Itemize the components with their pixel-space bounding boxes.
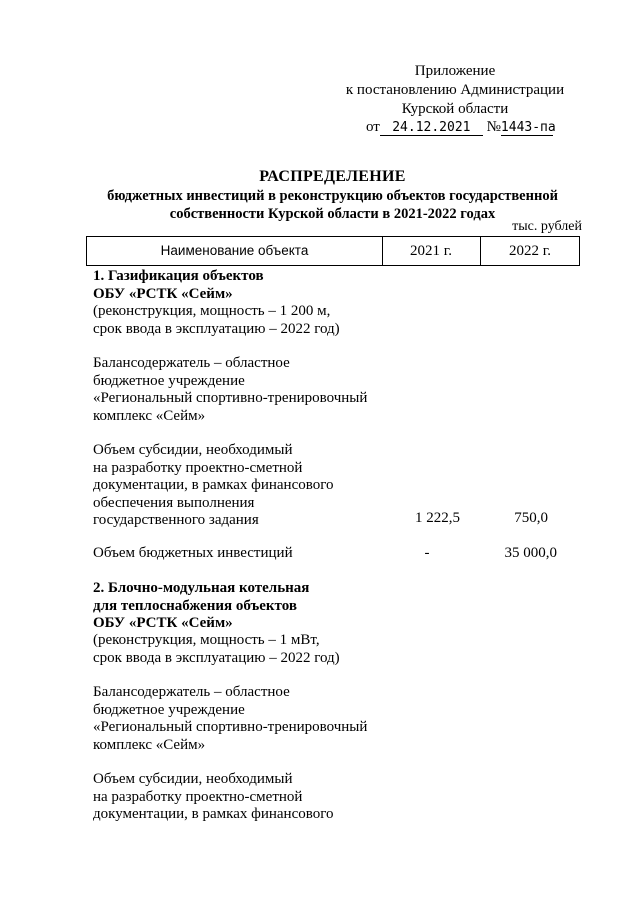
item-2-subsidy-line: на разработку проектно-сметной xyxy=(93,788,303,805)
item-1-holder-line: бюджетное учреждение xyxy=(93,372,245,389)
item-2-holder-line: Балансодержатель – областное xyxy=(93,684,290,700)
title-heading: РАСПРЕДЕЛЕНИЕ xyxy=(259,168,406,185)
appendix-date-number xyxy=(366,118,586,137)
title-line-2: собственности Курской области в 2021-2022 годах xyxy=(169,206,496,222)
item-1-subsidy-line: на разработку проектно-сметной xyxy=(93,459,303,476)
item-1-subsidy-line: документации, в рамках финансового xyxy=(93,477,334,493)
item-1-subsidy-2021: 1 222,5 xyxy=(415,510,460,526)
item-1-desc-line: срок ввода в эксплуатацию – 2022 год) xyxy=(93,320,340,337)
item-1-holder-line: комплекс «Сейм» xyxy=(93,407,206,424)
document-number: 1443-па xyxy=(500,120,556,135)
item-1-subsidy-line: обеспечения выполнения xyxy=(93,494,255,511)
item-1-investment-2021: - xyxy=(424,545,430,561)
appendix-header xyxy=(330,62,580,119)
item-2-holder-line: «Региональный спортивно-тренировочный xyxy=(93,719,368,735)
number-prefix: № xyxy=(486,119,501,135)
item-2-desc-line: (реконструкция, мощность – 1 мВт, xyxy=(93,632,320,648)
item-1-subsidy-line: государственного задания xyxy=(93,512,259,528)
item-1-description xyxy=(93,303,340,338)
units-label: тыс. рублей xyxy=(512,219,582,234)
item-2-title-line: 2. Блочно-модульная котельная xyxy=(93,580,310,596)
item-2-title-line: для теплоснабжения объектов xyxy=(93,597,297,614)
item-2-subsidy-line: документации, в рамках финансового xyxy=(93,806,334,822)
title-line-1: бюджетных инвестиций в реконструкцию объектов государственной xyxy=(107,188,558,204)
item-1-subsidy-line: Объем субсидии, необходимый xyxy=(93,442,293,458)
date-prefix: от xyxy=(366,119,380,135)
document-date: 24.12.2021 xyxy=(380,120,483,136)
item-1-investment-label: Объем бюджетных инвестиций xyxy=(93,545,293,561)
appendix-resolution: к постановлению Администрации xyxy=(345,82,565,98)
item-2-title xyxy=(93,580,309,633)
item-1-holder xyxy=(93,355,367,425)
item-1-subsidy-2022: 750,0 xyxy=(514,510,548,526)
header-2022: 2022 г. xyxy=(509,243,551,259)
item-2-holder xyxy=(93,684,367,754)
appendix-region: Курской области xyxy=(401,101,509,117)
appendix-title: Приложение xyxy=(414,63,496,79)
item-2-desc-line: срок ввода в эксплуатацию – 2022 год) xyxy=(93,649,340,666)
item-2-subsidy xyxy=(93,771,334,824)
item-2-subsidy-line: Объем субсидии, необходимый xyxy=(93,771,293,787)
header-object-name: Наименование объекта xyxy=(87,237,383,265)
item-1-investment-2022: 35 000,0 xyxy=(504,545,557,561)
item-1-holder-line: Балансодержатель – областное xyxy=(93,355,290,371)
header-2021: 2021 г. xyxy=(382,237,481,265)
item-2-description xyxy=(93,632,340,667)
item-1-holder-line: «Региональный спортивно-тренировочный xyxy=(93,390,368,406)
item-1-subsidy xyxy=(93,442,334,530)
item-2-holder-line: бюджетное учреждение xyxy=(93,701,245,718)
document-title xyxy=(60,167,605,223)
item-1-desc-line: (реконструкция, мощность – 1 200 м, xyxy=(93,303,331,319)
item-2-title-line: ОБУ «РСТК «Сейм» xyxy=(93,615,233,631)
table-header xyxy=(86,236,580,266)
item-2-holder-line: комплекс «Сейм» xyxy=(93,736,206,753)
item-1-title-line: 1. Газификация объектов xyxy=(93,268,264,284)
item-1-title-line: ОБУ «РСТК «Сейм» xyxy=(93,285,233,302)
item-1-title xyxy=(93,268,264,303)
